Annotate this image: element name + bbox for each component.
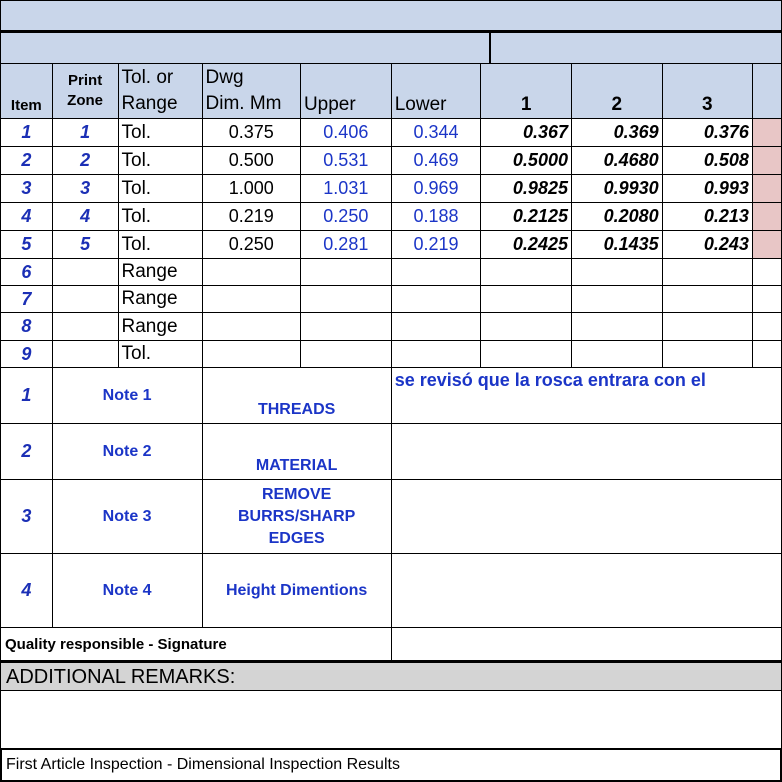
sample-2-cell[interactable]: 0.369 bbox=[571, 119, 662, 147]
sample-3-cell[interactable] bbox=[662, 313, 752, 341]
note-item-cell: 3 bbox=[1, 480, 53, 554]
note-desc-cell: THREADS bbox=[202, 368, 391, 424]
footer-bar bbox=[0, 748, 782, 782]
note-row bbox=[1, 424, 782, 480]
flag-cell[interactable] bbox=[752, 203, 781, 231]
item-cell: 9 bbox=[1, 341, 53, 368]
sample-1-cell[interactable]: 0.2425 bbox=[481, 231, 572, 259]
zone-cell bbox=[52, 286, 118, 313]
table-row bbox=[1, 259, 782, 286]
note-result-cell[interactable] bbox=[391, 480, 781, 554]
upper-cell[interactable]: 0.250 bbox=[300, 203, 391, 231]
sample-2-cell[interactable]: 0.1435 bbox=[571, 231, 662, 259]
sample-2-cell[interactable]: 0.9930 bbox=[571, 175, 662, 203]
sample-3-cell[interactable]: 0.508 bbox=[662, 147, 752, 175]
sample-3-cell[interactable]: 0.376 bbox=[662, 119, 752, 147]
table-row bbox=[1, 313, 782, 341]
remarks-field[interactable] bbox=[0, 691, 782, 748]
footer-text: First Article Inspection - Dimensional Inspection Results bbox=[6, 756, 400, 773]
note-row bbox=[1, 554, 782, 628]
note-result-cell[interactable] bbox=[391, 424, 781, 480]
sample-3-cell[interactable] bbox=[662, 259, 752, 286]
table-row bbox=[1, 147, 782, 175]
sample-1-cell[interactable]: 0.5000 bbox=[481, 147, 572, 175]
table-row bbox=[1, 286, 782, 313]
sample-1-cell[interactable] bbox=[481, 286, 572, 313]
lower-cell[interactable]: 0.469 bbox=[391, 147, 481, 175]
signature-label: Quality responsible - Signature bbox=[1, 628, 392, 661]
note-desc-cell: REMOVE BURRS/SHARP EDGES bbox=[202, 480, 391, 554]
zone-cell bbox=[52, 313, 118, 341]
dwg-cell[interactable]: 0.219 bbox=[202, 203, 300, 231]
remarks-header bbox=[0, 661, 782, 691]
sample-3-cell[interactable]: 0.213 bbox=[662, 203, 752, 231]
upper-cell[interactable] bbox=[300, 341, 391, 368]
lower-cell[interactable]: 0.969 bbox=[391, 175, 481, 203]
note-row bbox=[1, 368, 782, 424]
header-row bbox=[1, 64, 782, 119]
item-cell: 8 bbox=[1, 313, 53, 341]
zone-cell: 4 bbox=[52, 203, 118, 231]
upper-cell[interactable] bbox=[300, 259, 391, 286]
dwg-cell[interactable] bbox=[202, 286, 300, 313]
inspection-table bbox=[0, 63, 782, 661]
lower-cell[interactable]: 0.219 bbox=[391, 231, 481, 259]
type-cell[interactable]: Range bbox=[118, 259, 202, 286]
note-label-cell: Note 3 bbox=[52, 480, 202, 554]
item-cell: 4 bbox=[1, 203, 53, 231]
lower-cell[interactable] bbox=[391, 259, 481, 286]
dwg-cell[interactable]: 0.500 bbox=[202, 147, 300, 175]
type-cell[interactable]: Tol. bbox=[118, 341, 202, 368]
sample-3-cell[interactable] bbox=[662, 341, 752, 368]
upper-cell[interactable]: 0.281 bbox=[300, 231, 391, 259]
zone-cell: 1 bbox=[52, 119, 118, 147]
flag-cell[interactable] bbox=[752, 175, 781, 203]
note-item-cell: 1 bbox=[1, 368, 53, 424]
sample-1-cell[interactable] bbox=[481, 341, 572, 368]
upper-cell[interactable]: 1.031 bbox=[300, 175, 391, 203]
header-tol-range: Tol. or Range bbox=[118, 64, 202, 119]
type-cell[interactable]: Range bbox=[118, 313, 202, 341]
sample-2-cell[interactable]: 0.4680 bbox=[571, 147, 662, 175]
lower-cell[interactable] bbox=[391, 313, 481, 341]
flag-cell[interactable] bbox=[752, 259, 781, 286]
sample-3-cell[interactable] bbox=[662, 286, 752, 313]
note-label-cell: Note 4 bbox=[52, 554, 202, 628]
dwg-cell[interactable] bbox=[202, 313, 300, 341]
sample-3-cell[interactable]: 0.993 bbox=[662, 175, 752, 203]
flag-cell[interactable] bbox=[752, 231, 781, 259]
header-print-zone: Print Zone bbox=[52, 64, 118, 119]
type-cell[interactable]: Tol. bbox=[118, 175, 202, 203]
item-cell: 2 bbox=[1, 147, 53, 175]
note-row bbox=[1, 480, 782, 554]
flag-cell[interactable] bbox=[752, 313, 781, 341]
note-label-cell: Note 1 bbox=[52, 368, 202, 424]
header-item: Item bbox=[1, 64, 53, 119]
dwg-cell[interactable]: 0.375 bbox=[202, 119, 300, 147]
remarks-label: ADDITIONAL REMARKS: bbox=[6, 666, 236, 688]
upper-cell[interactable] bbox=[300, 286, 391, 313]
zone-cell: 3 bbox=[52, 175, 118, 203]
sample-2-cell[interactable] bbox=[571, 286, 662, 313]
type-cell[interactable]: Tol. bbox=[118, 147, 202, 175]
note-item-cell: 4 bbox=[1, 554, 53, 628]
lower-cell[interactable] bbox=[391, 341, 481, 368]
sample-2-cell[interactable]: 0.2080 bbox=[571, 203, 662, 231]
upper-cell[interactable]: 0.406 bbox=[300, 119, 391, 147]
type-cell[interactable]: Tol. bbox=[118, 119, 202, 147]
dwg-cell[interactable]: 0.250 bbox=[202, 231, 300, 259]
sample-1-cell[interactable] bbox=[481, 259, 572, 286]
header-lower: Lower bbox=[391, 64, 481, 119]
sample-2-cell[interactable] bbox=[571, 341, 662, 368]
note-desc-cell: MATERIAL bbox=[202, 424, 391, 480]
flag-cell[interactable] bbox=[752, 119, 781, 147]
flag-cell[interactable] bbox=[752, 341, 781, 368]
sub-banner-divider bbox=[489, 33, 491, 63]
header-dwg-dim: Dwg Dim. Mm bbox=[202, 64, 300, 119]
sample-1-cell[interactable] bbox=[481, 313, 572, 341]
type-cell[interactable]: Tol. bbox=[118, 203, 202, 231]
sample-1-cell[interactable]: 0.2125 bbox=[481, 203, 572, 231]
table-row bbox=[1, 119, 782, 147]
sample-2-cell[interactable] bbox=[571, 313, 662, 341]
lower-cell[interactable]: 0.344 bbox=[391, 119, 481, 147]
sample-3-cell[interactable]: 0.243 bbox=[662, 231, 752, 259]
item-cell: 3 bbox=[1, 175, 53, 203]
header-sample-1: 1 bbox=[481, 64, 572, 119]
zone-cell bbox=[52, 259, 118, 286]
table-row bbox=[1, 341, 782, 368]
table-row bbox=[1, 175, 782, 203]
lower-cell[interactable] bbox=[391, 286, 481, 313]
header-upper: Upper bbox=[300, 64, 391, 119]
item-cell: 7 bbox=[1, 286, 53, 313]
header-next-col bbox=[752, 64, 781, 119]
flag-cell[interactable] bbox=[752, 147, 781, 175]
table-row bbox=[1, 231, 782, 259]
note-result-cell[interactable] bbox=[391, 554, 781, 628]
dwg-cell[interactable] bbox=[202, 341, 300, 368]
type-cell[interactable]: Tol. bbox=[118, 231, 202, 259]
signature-row bbox=[1, 628, 782, 661]
dwg-cell[interactable] bbox=[202, 259, 300, 286]
header-sample-3: 3 bbox=[662, 64, 752, 119]
note-result-cell[interactable]: se revisó que la rosca entrara con el bbox=[391, 368, 781, 424]
table-row bbox=[1, 203, 782, 231]
lower-cell[interactable]: 0.188 bbox=[391, 203, 481, 231]
sample-1-cell[interactable]: 0.367 bbox=[481, 119, 572, 147]
top-banner bbox=[0, 0, 782, 31]
sample-1-cell[interactable]: 0.9825 bbox=[481, 175, 572, 203]
upper-cell[interactable]: 0.531 bbox=[300, 147, 391, 175]
upper-cell[interactable] bbox=[300, 313, 391, 341]
sub-banner bbox=[0, 31, 782, 64]
zone-cell bbox=[52, 341, 118, 368]
header-sample-2: 2 bbox=[571, 64, 662, 119]
item-cell: 5 bbox=[1, 231, 53, 259]
note-desc-cell: Height Dimentions bbox=[202, 554, 391, 628]
dwg-cell[interactable]: 1.000 bbox=[202, 175, 300, 203]
sample-2-cell[interactable] bbox=[571, 259, 662, 286]
zone-cell: 5 bbox=[52, 231, 118, 259]
type-cell[interactable]: Range bbox=[118, 286, 202, 313]
zone-cell: 2 bbox=[52, 147, 118, 175]
item-cell: 1 bbox=[1, 119, 53, 147]
note-item-cell: 2 bbox=[1, 424, 53, 480]
signature-field[interactable] bbox=[391, 628, 781, 661]
item-cell: 6 bbox=[1, 259, 53, 286]
flag-cell[interactable] bbox=[752, 286, 781, 313]
note-label-cell: Note 2 bbox=[52, 424, 202, 480]
